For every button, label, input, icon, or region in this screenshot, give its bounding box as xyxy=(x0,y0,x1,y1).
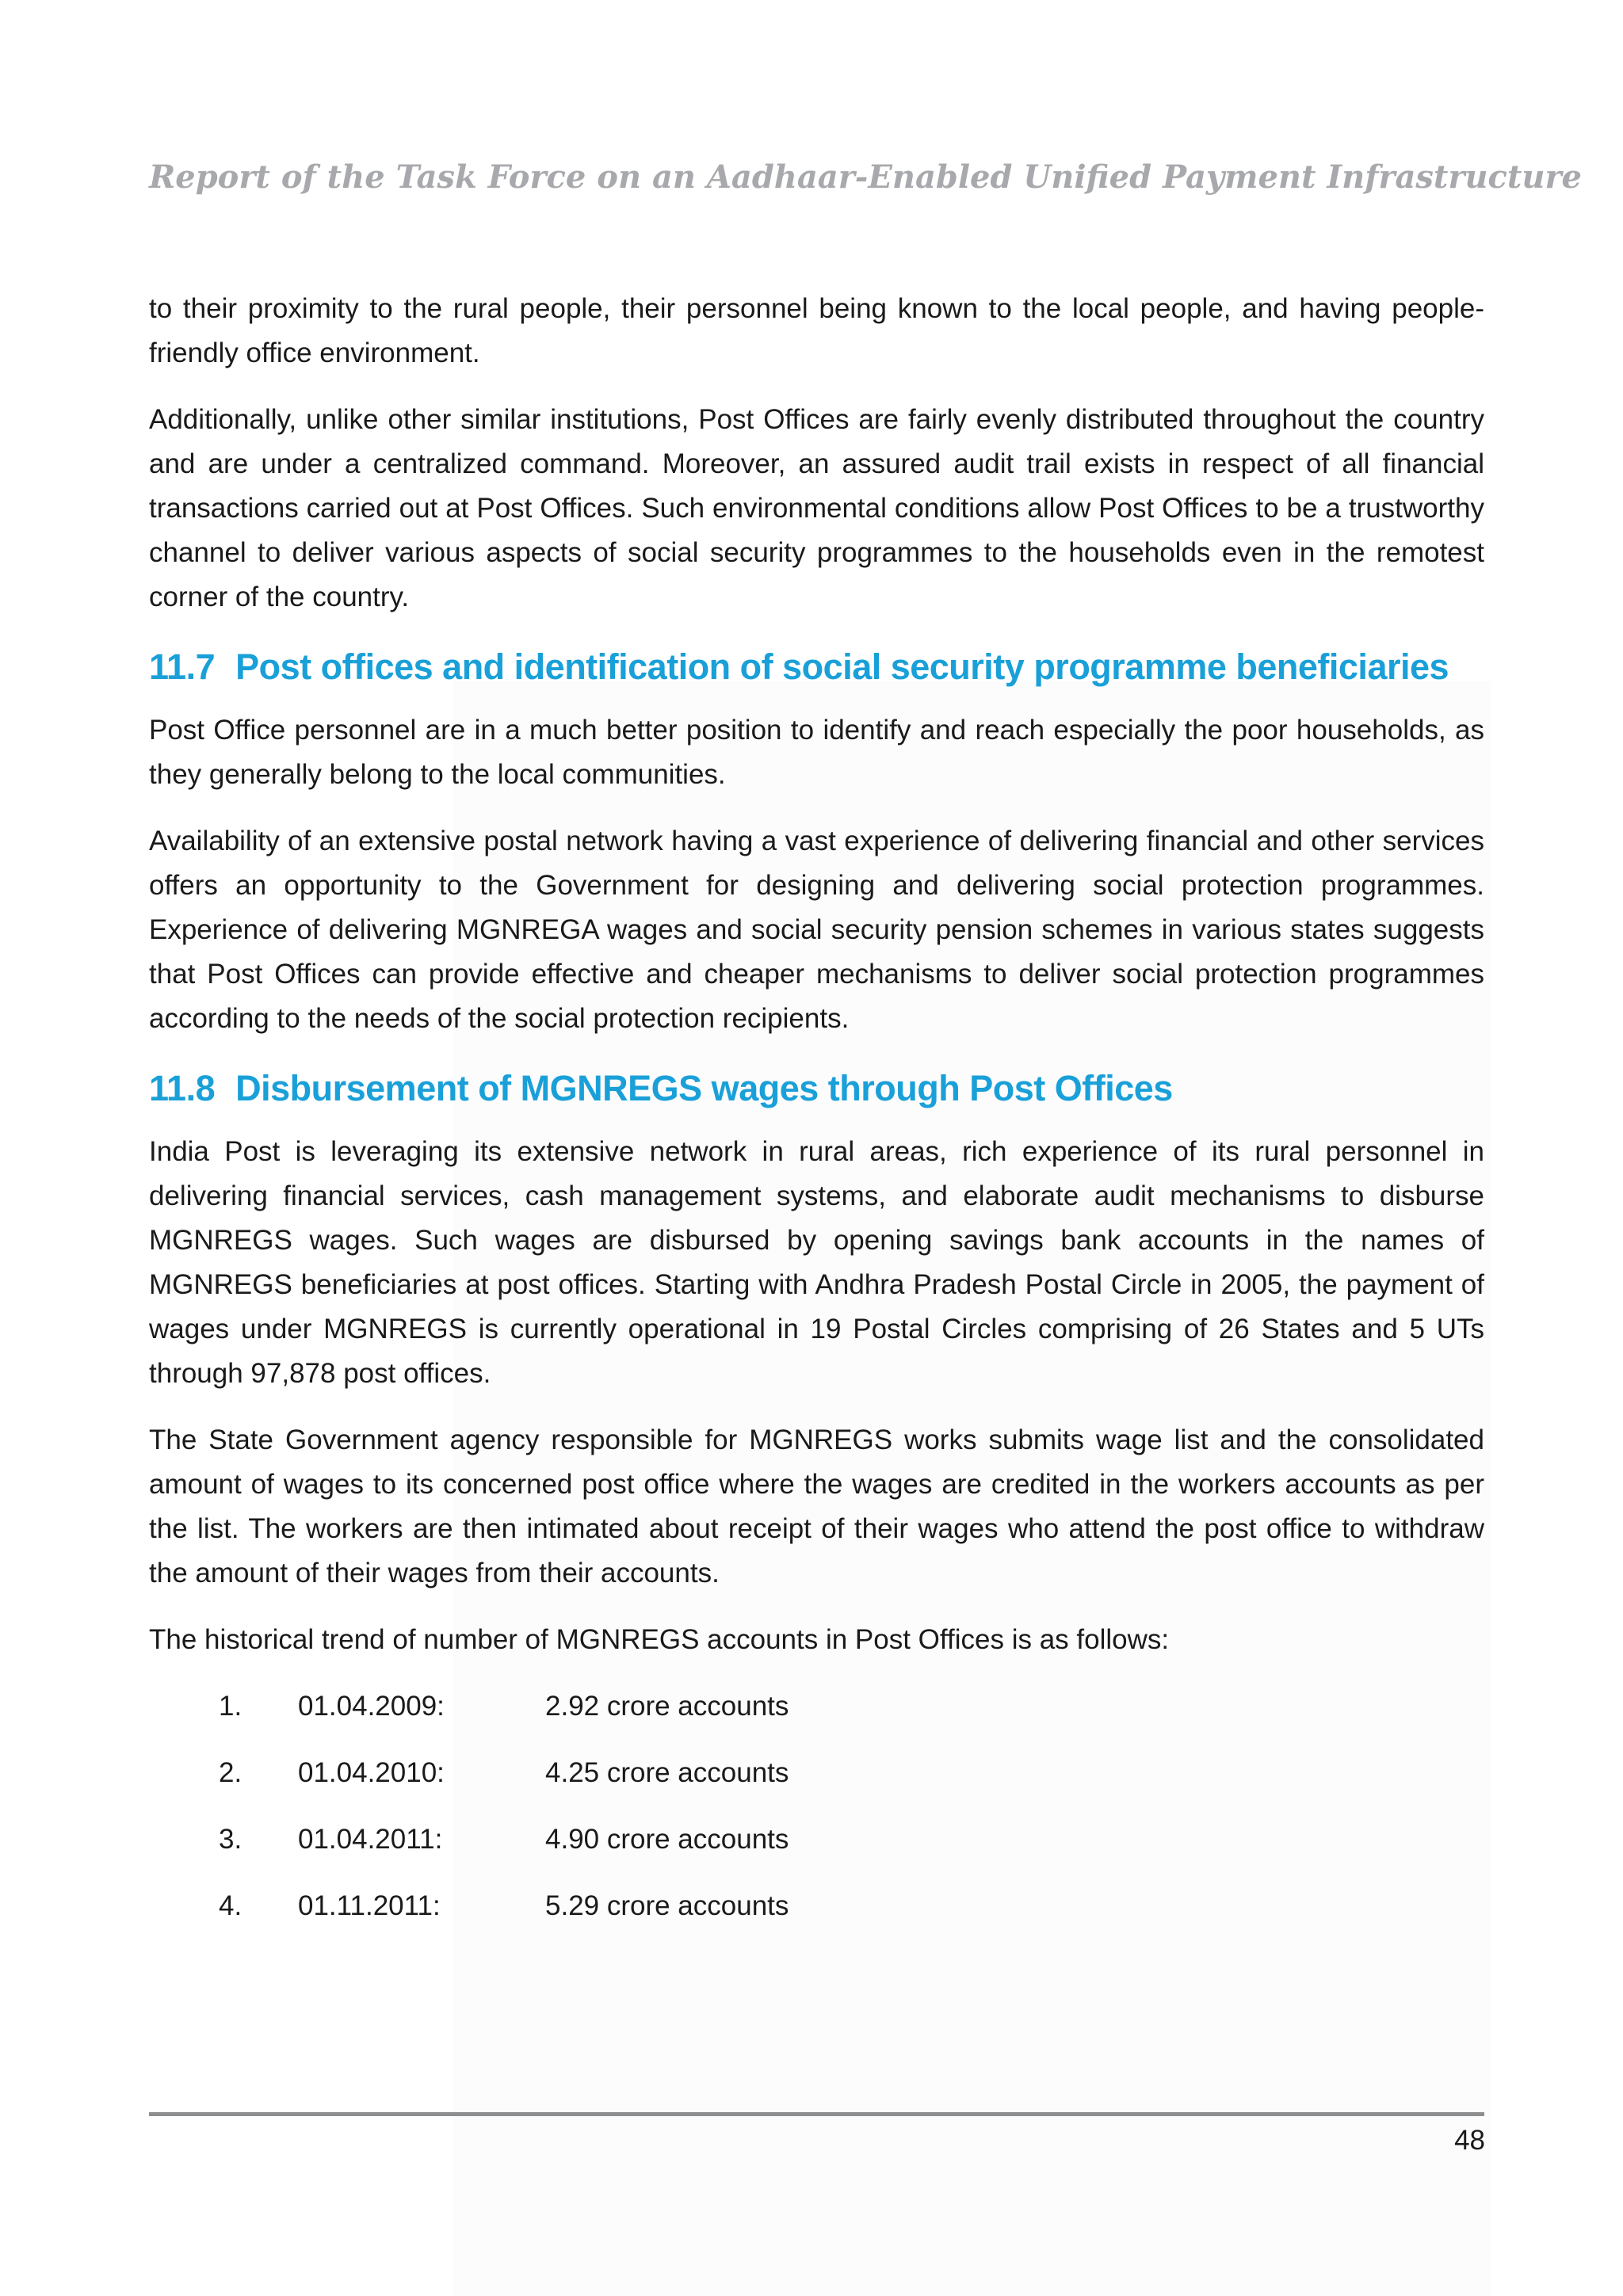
list-item-date: 01.11.2011: xyxy=(298,1890,441,1921)
section-title: Post offices and identification of social security programme beneficiaries xyxy=(235,646,1449,687)
section-title: Disbursement of MGNREGS wages through Post Offices xyxy=(235,1068,1173,1108)
running-header-title: Report of the Task Force on an Aadhaar-Enabled Unified Payment Infrastructure xyxy=(149,158,1582,196)
list-item xyxy=(149,1884,1484,1951)
list-item-index: 4. xyxy=(219,1890,242,1921)
list-item xyxy=(149,1751,1484,1817)
paragraph: to their proximity to the rural people, their personnel being known to the local people, and having people-friendly office environment. xyxy=(149,293,1484,368)
paragraph: Post Office personnel are in a much better position to identify and reach especially the poor households, as they generally belong to the local communities. xyxy=(149,715,1484,790)
section-number: 11.7 xyxy=(149,646,216,687)
document-body xyxy=(149,287,1484,1951)
list-item-index: 2. xyxy=(219,1757,242,1788)
section-heading-11-8 xyxy=(149,1065,1484,1112)
list-item-value: 4.90 crore accounts xyxy=(545,1824,789,1855)
paragraph: The historical trend of number of MGNREGS accounts in Post Offices is as follows: xyxy=(149,1624,1170,1655)
list-item xyxy=(149,1684,1484,1751)
list-item-value: 5.29 crore accounts xyxy=(545,1890,789,1921)
paragraph: The State Government agency responsible for MGNREGS works submits wage list and the consolidated amount of wages to its concerned post office where the wages are credited in the workers accounts as per the list. The workers are then intimated about receipt of their wages who attend the post office to withdraw the amount of their wages from their accounts. xyxy=(149,1425,1484,1589)
footer-divider xyxy=(149,2112,1484,2116)
section-number: 11.8 xyxy=(149,1068,216,1108)
page-number: 48 xyxy=(1454,2125,1485,2156)
list-item-date: 01.04.2011: xyxy=(298,1824,443,1855)
list-item xyxy=(149,1817,1484,1884)
list-item-index: 1. xyxy=(219,1691,242,1722)
list-item-value: 4.25 crore accounts xyxy=(545,1757,789,1788)
section-heading-11-7 xyxy=(149,643,1484,691)
accounts-trend-list xyxy=(149,1684,1484,1951)
list-item-value: 2.92 crore accounts xyxy=(545,1691,789,1722)
paragraph: Additionally, unlike other similar institutions, Post Offices are fairly evenly distributed throughout the country and are under a centralized command. Moreover, an assured audit trail exists in respect of all financial transactions carried out at Post Offices. Such environmental conditions allow Post Offices to be a trustworthy channel to deliver various aspects of social security programmes to the households even in the remotest corner of the country. xyxy=(149,404,1484,612)
list-item-index: 3. xyxy=(219,1824,242,1855)
paragraph: Availability of an extensive postal network having a vast experience of delivering financial and other services offers an opportunity to the Government for designing and delivering social protection programmes. Experience of delivering MGNREGA wages and social security pension schemes in various states suggests that Post Offices can provide effective and cheaper mechanisms to deliver social protection programmes according to the needs of the social protection recipients. xyxy=(149,826,1484,1034)
list-item-date: 01.04.2009: xyxy=(298,1691,445,1722)
paragraph: India Post is leveraging its extensive network in rural areas, rich experience of its rural personnel in delivering financial services, cash management systems, and elaborate audit mechanisms to disburse MGNREGS wages. Such wages are disbursed by opening savings bank accounts in the names of MGNREGS beneficiaries at post offices. Starting with Andhra Pradesh Postal Circle in 2005, the payment of wages under MGNREGS is currently operational in 19 Postal Circles comprising of 26 States and 5 UTs through 97,878 post offices. xyxy=(149,1136,1484,1389)
list-item-date: 01.04.2010: xyxy=(298,1757,445,1788)
